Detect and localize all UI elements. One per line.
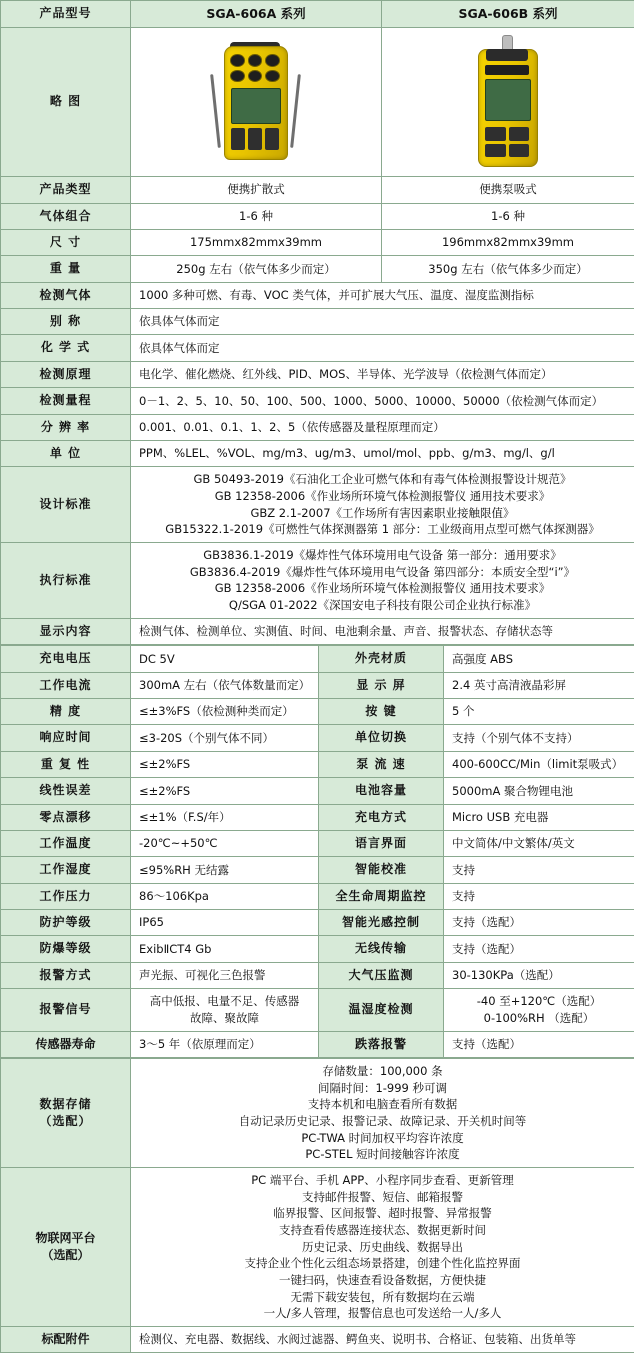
value-buttons: 5 个 bbox=[444, 698, 634, 724]
table-row bbox=[1, 256, 634, 282]
row-label-shell-material: 外壳材质 bbox=[319, 646, 444, 672]
spec-pairs-table bbox=[0, 645, 634, 1058]
table-row bbox=[1, 857, 634, 883]
value-explosion-proof-grade: ExibⅡCT4 Gb bbox=[131, 936, 319, 962]
iot-platform-line: 临界报警、区间报警、超时报警、异常报警 bbox=[137, 1205, 628, 1222]
table-row bbox=[1, 751, 634, 777]
table-row bbox=[1, 618, 634, 644]
row-label-working-humidity: 工作湿度 bbox=[1, 857, 131, 883]
extended-spec-table bbox=[0, 1058, 634, 1353]
row-label-display-screen: 显 示 屏 bbox=[319, 672, 444, 698]
data-storage-line: PC-STEL 短时间接触容许浓度 bbox=[137, 1146, 628, 1163]
row-label-wireless-transmission: 无线传输 bbox=[319, 936, 444, 962]
device-keys bbox=[231, 128, 279, 150]
table-row bbox=[1, 335, 634, 361]
row-label-charging-method: 充电方式 bbox=[319, 804, 444, 830]
device-label-strip bbox=[485, 65, 529, 75]
alarm-signal-line: 故障、聚故障 bbox=[137, 1010, 312, 1027]
table-row bbox=[1, 830, 634, 856]
table-row bbox=[1, 203, 634, 229]
value-iot-platform bbox=[131, 1168, 634, 1327]
iot-platform-line: 一键扫码，快速查看设备数据，方便快捷 bbox=[137, 1272, 628, 1289]
sensor-holes bbox=[230, 54, 280, 82]
row-label-display-content: 显示内容 bbox=[1, 618, 131, 644]
antenna-right-icon bbox=[290, 74, 301, 148]
value-resolution: 0.001、0.01、0.1、1、2、5（依传感器及量程原理而定） bbox=[131, 414, 634, 440]
row-label-drop-alarm: 跌落报警 bbox=[319, 1031, 444, 1057]
row-label-model: 产品型号 bbox=[1, 1, 131, 28]
antenna-left-icon bbox=[210, 74, 221, 148]
row-label-temp-humidity-detection: 温湿度检测 bbox=[319, 989, 444, 1031]
alarm-signal-line: 高中低报、电量不足、传感器 bbox=[137, 993, 312, 1010]
table-row bbox=[1, 1031, 634, 1057]
table-row bbox=[1, 646, 634, 672]
value-size-a: 175mmx82mmx39mm bbox=[131, 229, 382, 255]
value-gas-combination-b: 1-6 种 bbox=[382, 203, 634, 229]
value-product-type-a: 便携扩散式 bbox=[131, 177, 382, 203]
iot-platform-line: 支持查看传感器连接状态、数据更新时间 bbox=[137, 1222, 628, 1239]
value-weight-a: 250g 左右（依气体多少而定） bbox=[131, 256, 382, 282]
value-display-content: 检测气体、检测单位、实测值、时间、电池剩余量、声音、报警状态、存储状态等 bbox=[131, 618, 634, 644]
value-repeatability: ≤±2%FS bbox=[131, 751, 319, 777]
value-smart-light-control: 支持（选配） bbox=[444, 910, 634, 936]
row-label-sketch: 略 图 bbox=[1, 28, 131, 177]
value-formula: 依具体气体而定 bbox=[131, 335, 634, 361]
row-label-alarm-signal: 报警信号 bbox=[1, 989, 131, 1031]
value-weight-b: 350g 左右（依气体多少而定） bbox=[382, 256, 634, 282]
data-storage-line: 自动记录历史记录、报警记录、故障记录、开关机时间等 bbox=[137, 1113, 628, 1130]
data-storage-label-line: （选配） bbox=[7, 1113, 124, 1130]
table-row bbox=[1, 778, 634, 804]
value-unit: PPM、%LEL、%VOL、mg/m3、ug/m3、umol/mol、ppb、g/m3、mg/l、g/l bbox=[131, 441, 634, 467]
row-label-gas-combination: 气体组合 bbox=[1, 203, 131, 229]
column-header-model-b: SGA-606B 系列 bbox=[382, 1, 634, 28]
data-storage-line: PC-TWA 时间加权平均容许浓度 bbox=[137, 1130, 628, 1147]
sketch-cell-a bbox=[131, 28, 382, 177]
table-row bbox=[1, 309, 634, 335]
table-row bbox=[1, 989, 634, 1031]
row-label-unit: 单 位 bbox=[1, 441, 131, 467]
value-pump-flow: 400-600CC/Min（limit泵吸式） bbox=[444, 751, 634, 777]
row-label-alarm-method: 报警方式 bbox=[1, 962, 131, 988]
row-label-working-current: 工作电流 bbox=[1, 672, 131, 698]
value-temp-humidity-detection bbox=[444, 989, 634, 1031]
value-execute-standard bbox=[131, 543, 634, 619]
value-unit-switch: 支持（个别气体不支持） bbox=[444, 725, 634, 751]
table-row bbox=[1, 361, 634, 387]
table-row-sketch bbox=[1, 28, 634, 177]
iot-platform-line: 历史记录、历史曲线、数据导出 bbox=[137, 1239, 628, 1256]
execute-standard-line: GB3836.4-2019《爆炸性气体环境用电气设备 第四部分：本质安全型“i”》 bbox=[137, 564, 628, 581]
value-response-time: ≤3-20S（个别气体不同） bbox=[131, 725, 319, 751]
design-standard-line: GB 12358-2006《作业场所环境气体检测报警仪 通用技术要求》 bbox=[137, 488, 628, 505]
table-row bbox=[1, 672, 634, 698]
table-row bbox=[1, 962, 634, 988]
table-row bbox=[1, 1168, 634, 1327]
table-row bbox=[1, 698, 634, 724]
table-row bbox=[1, 229, 634, 255]
value-smart-calibration: 支持 bbox=[444, 857, 634, 883]
row-label-unit-switch: 单位切换 bbox=[319, 725, 444, 751]
value-range: 0－1、2、5、10、50、100、500、1000、5000、10000、50000（依检测气体而定） bbox=[131, 388, 634, 414]
value-zero-drift: ≤±1%（F.S/年） bbox=[131, 804, 319, 830]
value-working-pressure: 86～106Kpa bbox=[131, 883, 319, 909]
product-spec-table bbox=[0, 0, 634, 645]
value-gas-combination-a: 1-6 种 bbox=[131, 203, 382, 229]
data-storage-label-line: 数据存储 bbox=[7, 1096, 124, 1113]
row-label-linearity-error: 线性误差 bbox=[1, 778, 131, 804]
value-language-interface: 中文简体/中文繁体/英文 bbox=[444, 830, 634, 856]
execute-standard-line: GB3836.1-2019《爆炸性气体环境用电气设备 第一部分：通用要求》 bbox=[137, 547, 628, 564]
sketch-cell-b bbox=[382, 28, 634, 177]
iot-platform-line: 一人/多人管理，报警信息也可发送给一人/多人 bbox=[137, 1305, 628, 1322]
iot-platform-line: PC 端平台、手机 APP、小程序同步查看、更新管理 bbox=[137, 1172, 628, 1189]
row-label-range: 检测量程 bbox=[1, 388, 131, 414]
device-top-cap bbox=[486, 49, 528, 61]
row-label-formula: 化 学 式 bbox=[1, 335, 131, 361]
execute-standard-line: GB 12358-2006《作业场所环境气体检测报警仪 通用技术要求》 bbox=[137, 580, 628, 597]
iot-platform-line: 支持企业个性化云组态场景搭建，创建个性化监控界面 bbox=[137, 1255, 628, 1272]
value-shell-material: 高强度 ABS bbox=[444, 646, 634, 672]
portable-diffusion-detector-illustration bbox=[137, 32, 375, 172]
data-storage-line: 支持本机和电脑查看所有数据 bbox=[137, 1096, 628, 1113]
value-working-temperature: -20℃~+50℃ bbox=[131, 830, 319, 856]
row-label-product-type: 产品类型 bbox=[1, 177, 131, 203]
row-label-accessories: 标配附件 bbox=[1, 1327, 131, 1353]
row-label-execute-standard: 执行标准 bbox=[1, 543, 131, 619]
value-data-storage bbox=[131, 1059, 634, 1168]
table-row bbox=[1, 441, 634, 467]
table-row bbox=[1, 1327, 634, 1353]
iot-platform-line: 无需下载安装包，所有数据均在云端 bbox=[137, 1289, 628, 1306]
value-detect-gas: 1000 多种可燃、有毒、VOC 类气体，并可扩展大气压、温度、湿度监测指标 bbox=[131, 282, 634, 308]
design-standard-line: GB15322.1-2019《可燃性气体探测器第 1 部分：工业级商用点型可燃气体探测器》 bbox=[137, 521, 628, 538]
row-label-charge-voltage: 充电电压 bbox=[1, 646, 131, 672]
device-keys bbox=[485, 127, 529, 157]
row-label-pump-flow: 泵 流 速 bbox=[319, 751, 444, 777]
value-linearity-error: ≤±2%FS bbox=[131, 778, 319, 804]
column-header-model-a: SGA-606A 系列 bbox=[131, 1, 382, 28]
execute-standard-line: Q/SGA 01-2022《深国安电子科技有限公司企业执行标准》 bbox=[137, 597, 628, 614]
value-accessories: 检测仪、充电器、数据线、水阀过滤器、鳄鱼夹、说明书、合格证、包装箱、出货单等 bbox=[131, 1327, 634, 1353]
row-label-smart-light-control: 智能光感控制 bbox=[319, 910, 444, 936]
iot-platform-label-line: 物联网平台 bbox=[7, 1230, 124, 1247]
value-lifecycle-monitoring: 支持 bbox=[444, 883, 634, 909]
iot-platform-line: 支持邮件报警、短信、邮箱报警 bbox=[137, 1189, 628, 1206]
row-label-iot-platform bbox=[1, 1168, 131, 1327]
table-row bbox=[1, 282, 634, 308]
row-label-design-standard: 设计标准 bbox=[1, 467, 131, 543]
row-label-working-temperature: 工作温度 bbox=[1, 830, 131, 856]
value-design-standard bbox=[131, 467, 634, 543]
row-label-response-time: 响应时间 bbox=[1, 725, 131, 751]
row-label-language-interface: 语言界面 bbox=[319, 830, 444, 856]
row-label-zero-drift: 零点漂移 bbox=[1, 804, 131, 830]
row-label-protection-grade: 防护等级 bbox=[1, 910, 131, 936]
row-label-smart-calibration: 智能校准 bbox=[319, 857, 444, 883]
value-charge-voltage: DC 5V bbox=[131, 646, 319, 672]
row-label-buttons: 按 键 bbox=[319, 698, 444, 724]
table-row bbox=[1, 543, 634, 619]
table-row bbox=[1, 467, 634, 543]
row-label-accuracy: 精 度 bbox=[1, 698, 131, 724]
row-label-working-pressure: 工作压力 bbox=[1, 883, 131, 909]
value-size-b: 196mmx82mmx39mm bbox=[382, 229, 634, 255]
table-row bbox=[1, 388, 634, 414]
row-label-lifecycle-monitoring: 全生命周期监控 bbox=[319, 883, 444, 909]
portable-pump-detector-illustration bbox=[388, 32, 628, 172]
row-label-battery-capacity: 电池容量 bbox=[319, 778, 444, 804]
device-screen bbox=[485, 79, 531, 121]
design-standard-line: GB 50493-2019《石油化工企业可燃气体和有毒气体检测报警设计规范》 bbox=[137, 471, 628, 488]
table-row bbox=[1, 414, 634, 440]
row-label-detect-gas: 检测气体 bbox=[1, 282, 131, 308]
table-row bbox=[1, 804, 634, 830]
row-label-alias: 别 称 bbox=[1, 309, 131, 335]
value-charging-method: Micro USB 充电器 bbox=[444, 804, 634, 830]
value-alarm-signal bbox=[131, 989, 319, 1031]
value-drop-alarm: 支持（选配） bbox=[444, 1031, 634, 1057]
value-atmospheric-pressure-monitor: 30-130KPa（选配） bbox=[444, 962, 634, 988]
value-accuracy: ≤±3%FS（依检测种类而定） bbox=[131, 698, 319, 724]
table-row-model bbox=[1, 1, 634, 28]
value-battery-capacity: 5000mA 聚合物锂电池 bbox=[444, 778, 634, 804]
device-screen bbox=[231, 88, 281, 124]
table-row bbox=[1, 1059, 634, 1168]
row-label-data-storage bbox=[1, 1059, 131, 1168]
temp-humidity-line: 0-100%RH （选配） bbox=[450, 1010, 628, 1027]
value-sensor-life: 3～5 年（依原理而定） bbox=[131, 1031, 319, 1057]
temp-humidity-line: -40 至+120℃（选配） bbox=[450, 993, 628, 1010]
row-label-sensor-life: 传感器寿命 bbox=[1, 1031, 131, 1057]
row-label-resolution: 分 辨 率 bbox=[1, 414, 131, 440]
row-label-atmospheric-pressure-monitor: 大气压监测 bbox=[319, 962, 444, 988]
iot-platform-label-line: （选配） bbox=[7, 1247, 124, 1264]
table-row bbox=[1, 177, 634, 203]
value-wireless-transmission: 支持（选配） bbox=[444, 936, 634, 962]
row-label-principle: 检测原理 bbox=[1, 361, 131, 387]
table-row bbox=[1, 883, 634, 909]
value-principle: 电化学、催化燃烧、红外线、PID、MOS、半导体、光学波导（依检测气体而定） bbox=[131, 361, 634, 387]
row-label-size: 尺 寸 bbox=[1, 229, 131, 255]
row-label-explosion-proof-grade: 防爆等级 bbox=[1, 936, 131, 962]
design-standard-line: GBZ 2.1-2007《工作场所有害因素职业接触限值》 bbox=[137, 505, 628, 522]
row-label-weight: 重 量 bbox=[1, 256, 131, 282]
value-product-type-b: 便携泵吸式 bbox=[382, 177, 634, 203]
value-alarm-method: 声光振、可视化三色报警 bbox=[131, 962, 319, 988]
value-working-current: 300mA 左右（依气体数量而定） bbox=[131, 672, 319, 698]
table-row bbox=[1, 936, 634, 962]
value-display-screen: 2.4 英寸高清液晶彩屏 bbox=[444, 672, 634, 698]
value-alias: 依具体气体而定 bbox=[131, 309, 634, 335]
row-label-repeatability: 重 复 性 bbox=[1, 751, 131, 777]
table-row bbox=[1, 910, 634, 936]
value-protection-grade: IP65 bbox=[131, 910, 319, 936]
value-working-humidity: ≤95%RH 无结露 bbox=[131, 857, 319, 883]
table-row bbox=[1, 725, 634, 751]
data-storage-line: 存储数量：100,000 条 bbox=[137, 1063, 628, 1080]
data-storage-line: 间隔时间：1-999 秒可调 bbox=[137, 1080, 628, 1097]
